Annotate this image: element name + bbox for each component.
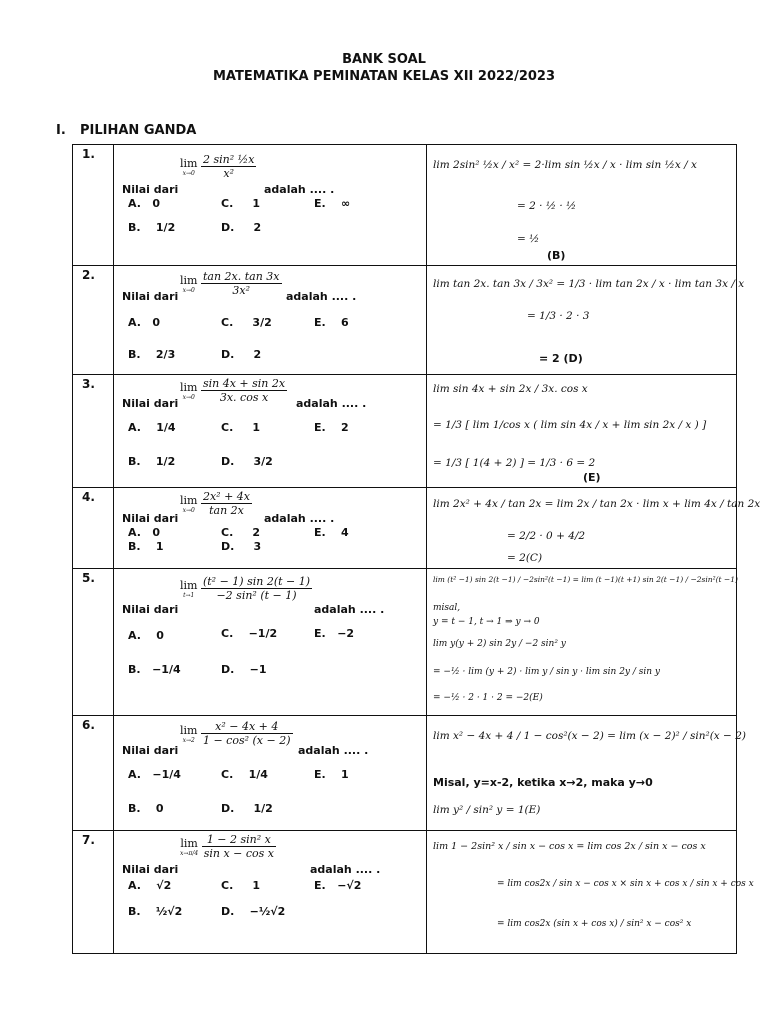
question-number: 7.	[73, 831, 114, 954]
option: E. 4	[314, 526, 349, 539]
option: E. ∞	[314, 197, 351, 210]
expr-denominator: sin x − cos x	[203, 847, 274, 860]
question-prefix: Nilai dari	[122, 397, 179, 410]
solution-cell	[427, 266, 745, 375]
question-row	[73, 266, 737, 375]
expr-numerator: 2x² + 4x	[202, 490, 250, 503]
option: D. −1	[221, 663, 267, 676]
option: E. 2	[314, 421, 349, 434]
option: A. 0	[128, 197, 161, 210]
solution-line: = lim cos2x / sin x − cos x × sin x + cos x / sin x + cos x	[497, 879, 754, 889]
answer-key: (B)	[547, 249, 566, 262]
question-row	[73, 145, 737, 266]
solution-line: = 2 · ½ · ½	[517, 200, 577, 212]
option: B. ½√2	[128, 905, 183, 918]
question-cell: lim x→0 $\frac{\tan 2x. \tan 3x}{\text{3x²}}$ Nilai dari adalah .... . A. 0 C. 3/2 E. 6 B. 2/3 D. 2	[114, 266, 427, 375]
question-suffix: adalah .... .	[264, 512, 335, 525]
option: A. 1/4	[128, 421, 176, 434]
question-row	[73, 488, 737, 569]
question-cell: lim x→0 $\frac{\text{2 sin² ½x}}{\text{x²}}$ Nilai dari adalah .... . A. 0 C. 1 E. ∞ B. 1/2 D. 2	[114, 145, 427, 266]
section-title: PILIHAN GANDA	[80, 123, 197, 138]
option: A. 0	[128, 629, 164, 642]
doc-title: BANK SOAL	[342, 52, 426, 67]
expr-denominator: tan 2x	[209, 504, 244, 517]
question-suffix: adalah .... .	[310, 863, 381, 876]
option: B. 1	[128, 540, 164, 553]
question-prefix: Nilai dari	[122, 863, 179, 876]
question-prefix: Nilai dari	[122, 183, 179, 196]
expr-denominator: −2 sin² (t − 1)	[216, 589, 297, 602]
expr-numerator: tan 2x. tan 3x	[202, 270, 280, 283]
solution-cell	[427, 716, 746, 831]
option: E. −√2	[314, 879, 362, 892]
section-heading	[56, 123, 196, 138]
option: E. −2	[314, 627, 355, 640]
option: B. 0	[128, 802, 164, 815]
option: D. 2	[221, 348, 262, 361]
solution-line: lim 1 − 2sin² x / sin x − cos x = lim cos 2x / sin x − cos x	[433, 841, 706, 852]
question-prefix: Nilai dari	[122, 603, 179, 616]
question-suffix: adalah .... .	[296, 397, 367, 410]
option: D. −½√2	[221, 905, 286, 918]
solution-line: lim x² − 4x + 4 / 1 − cos²(x − 2) = lim (x − 2)² / sin²(x − 2)	[433, 730, 746, 742]
solution-line: lim y(y + 2) sin 2y / −2 sin² y	[433, 639, 566, 649]
option: C. 1/4	[221, 768, 268, 781]
solution-cell	[427, 145, 737, 266]
option: C. 1	[221, 197, 261, 210]
solution-cell	[427, 488, 761, 569]
solution-line: = 1/3 [ lim 1/cos x ( lim sin 4x / x + lim sin 2x / x ) ]	[433, 419, 707, 431]
option: C. 2	[221, 526, 261, 539]
option: C. 3/2	[221, 316, 272, 329]
doc-subtitle: MATEMATIKA PEMINATAN KELAS XII 2022/2023	[212, 69, 556, 84]
option: C. 1	[221, 879, 261, 892]
option: C. −1/2	[221, 627, 278, 640]
solution-line: = 2(C)	[507, 552, 543, 564]
question-number: 1.	[73, 145, 114, 266]
question-cell: lim t→1 $\frac{\text{(t² − 1) sin 2(t − 1)}}{\text{−2 sin² (t − 1)}}$ Nilai dari adalah .... . A. 0 C. −1/2 E. −2 B. −1/4 D. −1	[114, 569, 427, 716]
solution-line: = 1/3 · 2 · 3	[527, 310, 590, 322]
expr-numerator: 1 − 2 sin² x	[202, 833, 276, 847]
solution-line: lim (t² −1) sin 2(t −1) / −2sin²(t −1) = lim (t −1)(t +1) sin 2(t −1) / −2sin²(t −1)	[433, 575, 738, 584]
option: B. 2/3	[128, 348, 176, 361]
expr-denominator: 3x²	[232, 284, 251, 297]
question-cell: lim x→0 $\frac{\text{2x² + 4x}}{\tan 2x}$ Nilai dari adalah .... . A. 0 C. 2 E. 4 B. 1 D. 3	[114, 488, 427, 569]
option: E. 1	[314, 768, 349, 781]
question-prefix: Nilai dari	[122, 290, 179, 303]
solution-line: Misal, y=x-2, ketika x→2, maka y→0	[433, 776, 653, 789]
option: D. 1/2	[221, 802, 273, 815]
question-prefix: Nilai dari	[122, 744, 179, 757]
question-number: 4.	[73, 488, 114, 569]
solution-line: y = t − 1, t → 1 ⇒ y → 0	[433, 617, 540, 627]
question-suffix: adalah .... .	[264, 183, 335, 196]
question-cell: lim x→π/4 $\frac{\text{1 − 2 sin² x}}{\text{sin x − cos x}}$ Nilai dari adalah .... . A. √2 C. 1 E. −√2 B. ½√2 D. −½√2	[114, 831, 427, 954]
question-prefix: Nilai dari	[122, 512, 179, 525]
solution-line: lim 2sin² ½x / x² = 2·lim sin ½x / x · lim sin ½x / x	[433, 159, 697, 171]
solution-line: lim y² / sin² y = 1(E)	[433, 804, 541, 816]
expr-denominator: 1 − cos² (x − 2)	[202, 734, 291, 747]
solution-cell	[427, 569, 737, 716]
option: A. √2	[128, 879, 172, 892]
question-number: 6.	[73, 716, 114, 831]
expr-numerator: sin 4x + sin 2x	[202, 377, 286, 390]
option: D. 2	[221, 221, 262, 234]
solution-line: = 2/2 · 0 + 4/2	[507, 530, 586, 542]
solution-line: misal,	[433, 603, 461, 613]
option: C. 1	[221, 421, 261, 434]
question-table	[72, 144, 761, 954]
option: D. 3	[221, 540, 262, 553]
option: D. 3/2	[221, 455, 273, 468]
question-suffix: adalah .... .	[298, 744, 369, 757]
question-suffix: adalah .... .	[314, 603, 385, 616]
question-row	[73, 716, 737, 831]
solution-line: = lim cos2x (sin x + cos x) / sin² x − cos² x	[497, 919, 692, 929]
option: B. 1/2	[128, 221, 176, 234]
question-row	[73, 375, 737, 488]
option: B. −1/4	[128, 663, 181, 676]
option: A. 0	[128, 526, 161, 539]
option: A. 0	[128, 316, 161, 329]
solution-line: lim 2x² + 4x / tan 2x = lim 2x / tan 2x · lim x + lim 4x / tan 2x	[433, 498, 761, 510]
question-number: 5.	[73, 569, 114, 716]
option: E. 6	[314, 316, 349, 329]
question-number: 3.	[73, 375, 114, 488]
question-row	[73, 831, 737, 954]
solution-cell	[427, 375, 737, 488]
solution-line: lim sin 4x + sin 2x / 3x. cos x	[433, 383, 588, 395]
solution-line: = −½ · lim (y + 2) · lim y / sin y · lim sin 2y / sin y	[433, 667, 660, 677]
answer-key: = 2 (D)	[539, 352, 583, 365]
expr-denominator: x²	[223, 167, 235, 180]
solution-cell	[427, 831, 754, 954]
solution-line: = 1/3 [ 1(4 + 2) ] = 1/3 · 6 = 2	[433, 457, 596, 469]
expr-numerator: x² − 4x + 4	[201, 720, 293, 734]
expr-denominator: 3x. cos x	[219, 391, 269, 404]
solution-line: = ½	[517, 233, 540, 245]
question-cell: lim x→0 $\frac{\sin 4x + \sin 2x}{\text{3x. cos x}}$ Nilai dari adalah .... . A. 1/4 C. 1 E. 2 B. 1/2 D. 3/2	[114, 375, 427, 488]
question-row	[73, 569, 737, 716]
solution-line: = −½ · 2 · 1 · 2 = −2(E)	[433, 693, 543, 703]
question-number: 2.	[73, 266, 114, 375]
option: B. 1/2	[128, 455, 176, 468]
solution-line: lim tan 2x. tan 3x / 3x² = 1/3 · lim tan 2x / x · lim tan 3x / x	[433, 278, 745, 290]
question-suffix: adalah .... .	[286, 290, 357, 303]
section-number: I.	[56, 123, 66, 138]
answer-key: (E)	[583, 471, 601, 484]
option: A. −1/4	[128, 768, 181, 781]
question-cell: lim x→2 $\frac{\text{x² − 4x + 4}}{\text{1 − cos² (x − 2)}}$ Nilai dari adalah .... . A. −1/4 C. 1/4 E. 1 B. 0 D. 1/2	[114, 716, 427, 831]
expr-numerator: (t² − 1) sin 2(t − 1)	[202, 575, 311, 588]
expr-numerator: 2 sin² ½x	[202, 153, 255, 166]
